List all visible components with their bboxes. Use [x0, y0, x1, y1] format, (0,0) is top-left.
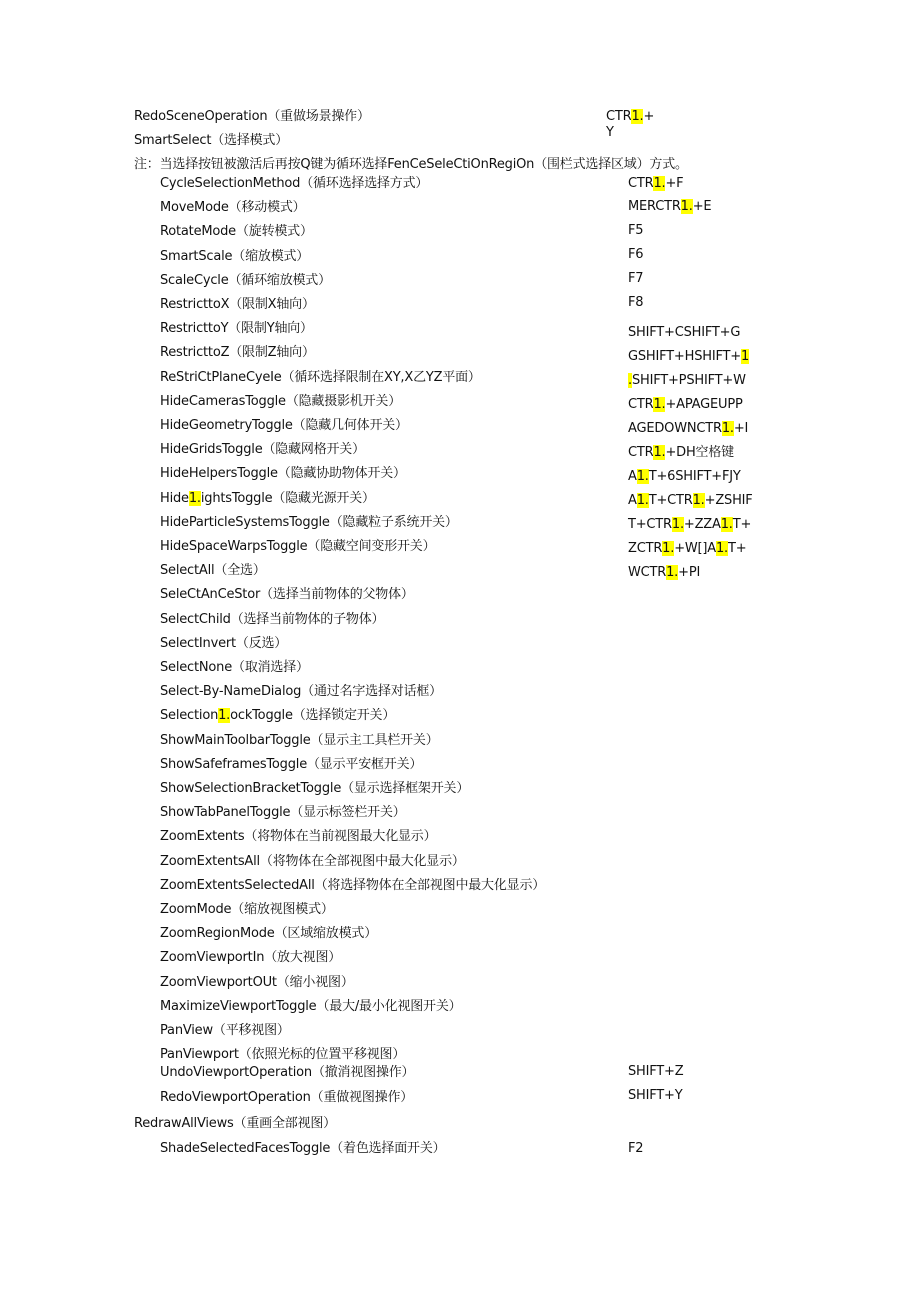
- command-row: [160, 515, 458, 531]
- text-segment: +APAGEUPP: [665, 397, 743, 412]
- command-row: [160, 321, 313, 337]
- text-segment: ScaleCycle（循环缩放模式）: [160, 272, 331, 288]
- command-row: [160, 491, 375, 507]
- text-segment: +ZSHIF: [704, 493, 753, 508]
- text-segment: Select-By-NameDialog（通过名字选择对话框）: [160, 684, 442, 700]
- highlight-mark: 1.: [188, 490, 201, 506]
- text-segment: A: [628, 469, 637, 484]
- command-row: [160, 200, 305, 216]
- command-row: [160, 999, 461, 1015]
- command-row: [160, 539, 435, 555]
- command-row: [160, 273, 331, 289]
- command-row: [160, 442, 365, 458]
- ctr-plus: +: [643, 109, 655, 124]
- shortcut-row: [628, 271, 643, 287]
- command-row: [160, 297, 315, 313]
- text-segment: +ZZA: [683, 517, 721, 532]
- command-row: [160, 345, 315, 361]
- text-segment: ZoomMode（缩放视图模式）: [160, 902, 334, 917]
- command-row: [160, 1065, 414, 1081]
- command-row: [160, 660, 309, 676]
- command-row: [160, 394, 401, 410]
- command-row: [160, 1023, 290, 1039]
- text-segment: RedoViewportOperation（重做视图操作）: [160, 1090, 414, 1105]
- text-segment: CTR: [628, 397, 654, 412]
- highlight-mark: 1.: [671, 517, 684, 532]
- command-row: [160, 854, 465, 870]
- text-segment: CycleSelectionMethod（循环选择选择方式）: [160, 176, 429, 191]
- highlight-mark: 1.: [636, 469, 649, 484]
- command-row: [160, 926, 377, 942]
- command-row: [160, 249, 309, 265]
- text-segment: CTR: [628, 445, 654, 460]
- text-segment: ZCTR: [628, 541, 663, 556]
- highlight-mark: 1.: [653, 445, 666, 460]
- highlight-mark: 1.: [666, 565, 679, 580]
- text-segment: Hide: [160, 490, 189, 506]
- command-row: [160, 587, 414, 603]
- text-segment: HideSpaceWarpsToggle（隐藏空间变形开关）: [160, 539, 436, 554]
- text-segment: GSHIFT+HSHIFT+: [628, 349, 741, 364]
- command-row: [160, 902, 334, 918]
- text-segment: F5: [628, 223, 644, 238]
- text-segment: ockToggle（选择锁定开关）: [230, 708, 396, 724]
- text-segment: ZoomViewportIn（放大视图）: [160, 950, 342, 966]
- text-segment: SelectChild（选择当前物体的子物体）: [160, 611, 385, 627]
- text-segment: +PI: [678, 565, 701, 580]
- text-segment: +I: [733, 421, 749, 436]
- command-row: [160, 612, 384, 628]
- highlight-mark: 1.: [653, 176, 666, 191]
- shortcut-row: [628, 176, 683, 192]
- text-segment: RestricttoZ（限制Z轴向）: [160, 345, 315, 361]
- shortcut-row: [628, 493, 753, 509]
- command-row: [160, 757, 422, 773]
- command-row: [160, 1047, 405, 1063]
- text-segment: MoveMode（移动模式）: [160, 200, 306, 216]
- shortcut-row: [628, 295, 643, 311]
- text-segment: SHIFT+CSHIFT+G: [628, 325, 741, 340]
- shortcut-row: [628, 421, 748, 437]
- text-segment: ShowMainToolbarToggle（显示主工具栏开关）: [160, 732, 439, 748]
- highlight-mark: 1.: [680, 199, 693, 214]
- text-segment: HideCamerasToggle（隐藏摄影机开关）: [160, 393, 402, 409]
- note-line: 注：当选择按钮被激活后再按Q键为循环选择FenCeSeleCtiOnRegiOn（围栏式选择区域）方式。: [134, 157, 688, 172]
- highlight-mark: 1: [740, 349, 750, 364]
- command-row: [160, 466, 406, 482]
- command-row: [160, 370, 481, 386]
- smart-select-line: SmartSelect（选择模式）: [134, 133, 289, 148]
- text-segment: +E: [692, 199, 712, 214]
- command-row: [160, 733, 439, 749]
- command-row: [160, 684, 442, 700]
- text-segment: SmartScale（缩放模式）: [160, 248, 310, 264]
- command-row: [160, 805, 406, 821]
- shortcut-row: [628, 223, 643, 239]
- text-segment: HideGridsToggle（隐藏网格开关）: [160, 442, 365, 458]
- text-segment: SeleCtAnCeStor（选择当前物体的父物体）: [160, 587, 414, 603]
- text-segment: PanView（平移视图）: [160, 1023, 290, 1038]
- command-row: [160, 708, 395, 724]
- command-row: [160, 950, 341, 966]
- highlight-mark: 1.: [720, 517, 733, 532]
- text-segment: SelectInvert（反选）: [160, 635, 288, 651]
- command-row: [160, 563, 266, 579]
- text-segment: ZoomRegionMode（区域缩放模式）: [160, 926, 378, 942]
- shortcut-row: [628, 247, 643, 263]
- shade-selected-faces-line: ShadeSelectedFacesToggle（着色选择面开关）: [160, 1141, 446, 1156]
- text-segment: T+CTR: [628, 517, 672, 532]
- text-segment: PanViewport（依照光标的位置平移视图）: [160, 1047, 406, 1063]
- text-segment: F8: [628, 295, 644, 310]
- text-segment: +DH空格键: [665, 445, 734, 460]
- ctr-shortcut-line-2: Y: [606, 125, 614, 140]
- text-segment: ZoomExtentsSelectedAll（将选择物体在全部视图中最大化显示）: [160, 877, 546, 893]
- text-segment: ShowSelectionBracketToggle（显示选择框架开关）: [160, 781, 470, 796]
- shortcut-row: [628, 373, 746, 389]
- shortcut-shift-y: SHIFT+Y: [628, 1088, 683, 1103]
- text-segment: Selection: [160, 708, 219, 724]
- text-segment: ReStriCtPlaneCyeIe（循环选择限制在XY,X乙YZ平面）: [160, 369, 481, 385]
- command-row: [160, 418, 408, 434]
- text-segment: RotateMode（旋转模式）: [160, 224, 313, 240]
- text-segment: AGEDOWNCTR: [628, 421, 722, 436]
- text-segment: UndoViewportOperation（撤消视图操作）: [160, 1065, 415, 1080]
- shortcut-row: [628, 325, 740, 341]
- shortcut-row: [628, 541, 746, 557]
- text-segment: F7: [628, 271, 644, 286]
- text-segment: F6: [628, 247, 644, 262]
- highlight-mark: 1.: [653, 397, 666, 412]
- text-segment: ightsToggle（隐藏光源开关）: [200, 490, 375, 506]
- text-segment: T+CTR: [648, 493, 693, 508]
- highlight-mark: 1.: [636, 493, 649, 508]
- text-segment: SHIFT+PSHIFT+W: [631, 373, 746, 388]
- ctr-shortcut-line-1: [606, 109, 654, 125]
- text-segment: HideGeometryToggle（隐藏几何体开关）: [160, 418, 408, 433]
- highlight-mark: 1.: [662, 541, 675, 556]
- shortcut-row: [628, 469, 741, 485]
- command-row: [160, 829, 436, 845]
- ctr-text: CTR: [606, 109, 632, 124]
- text-segment: CTR: [628, 176, 654, 191]
- text-segment: ZoomExtentsAll（将物体在全部视图中最大化显示）: [160, 853, 465, 869]
- highlight-mark: 1.: [218, 708, 231, 724]
- text-segment: T+: [732, 517, 752, 532]
- highlight-mark: .: [628, 373, 632, 388]
- text-segment: MaximizeViewportToggle（最大/最小化视图开关）: [160, 998, 462, 1014]
- text-segment: T+: [728, 541, 747, 556]
- shortcut-row: [628, 445, 734, 461]
- command-row: [160, 1090, 413, 1106]
- command-row: [160, 975, 354, 991]
- text-segment: ShowSafeframesToggle（显示平安框开关）: [160, 756, 423, 772]
- command-row: [160, 878, 545, 894]
- command-row: [160, 781, 469, 797]
- text-segment: WCTR: [628, 565, 667, 580]
- text-segment: HideHelpersToggle（隐藏协助物体开关）: [160, 466, 406, 482]
- text-segment: A: [628, 493, 637, 508]
- text-segment: RestricttoX（限制X轴向）: [160, 297, 315, 312]
- shortcut-f2: F2: [628, 1141, 644, 1156]
- text-segment: T+6SHIFT+FJY: [648, 469, 741, 484]
- shortcut-row: [628, 565, 700, 581]
- redo-scene-operation-line: RedoSceneOperation（重做场景操作）: [134, 109, 370, 124]
- text-segment: ZoomViewportOUt（缩小视图）: [160, 974, 354, 990]
- highlight-mark: 1.: [692, 493, 705, 508]
- text-segment: RestricttoY（限制Y轴向）: [160, 321, 313, 337]
- redraw-all-views-line: RedrawAllViews（重画全部视图）: [134, 1116, 336, 1131]
- text-segment: ShowTabPanelToggle（显示标签栏开关）: [160, 805, 406, 821]
- command-row: [160, 176, 428, 192]
- text-segment: ZoomExtents（将物体在当前视图最大化显示）: [160, 829, 437, 845]
- text-segment: SelectAll（全选）: [160, 563, 266, 579]
- text-segment: MERCTR: [628, 199, 681, 214]
- shortcut-row: [628, 349, 749, 365]
- highlight-mark: 1.: [721, 421, 734, 436]
- shortcut-row: [628, 397, 743, 413]
- highlight-mark: 1.: [715, 541, 728, 556]
- command-row: [160, 636, 287, 652]
- ctr-highlight: 1.: [631, 109, 644, 124]
- text-segment: HideParticleSystemsToggle（隐藏粒子系统开关）: [160, 514, 458, 530]
- text-segment: SelectNone（取消选择）: [160, 660, 309, 675]
- text-segment: +W[]A: [674, 541, 716, 556]
- shortcut-shift-z: SHIFT+Z: [628, 1064, 684, 1079]
- shortcut-row: [628, 199, 711, 215]
- shortcut-row: [628, 517, 751, 533]
- text-segment: +F: [665, 176, 684, 191]
- command-row: [160, 224, 313, 240]
